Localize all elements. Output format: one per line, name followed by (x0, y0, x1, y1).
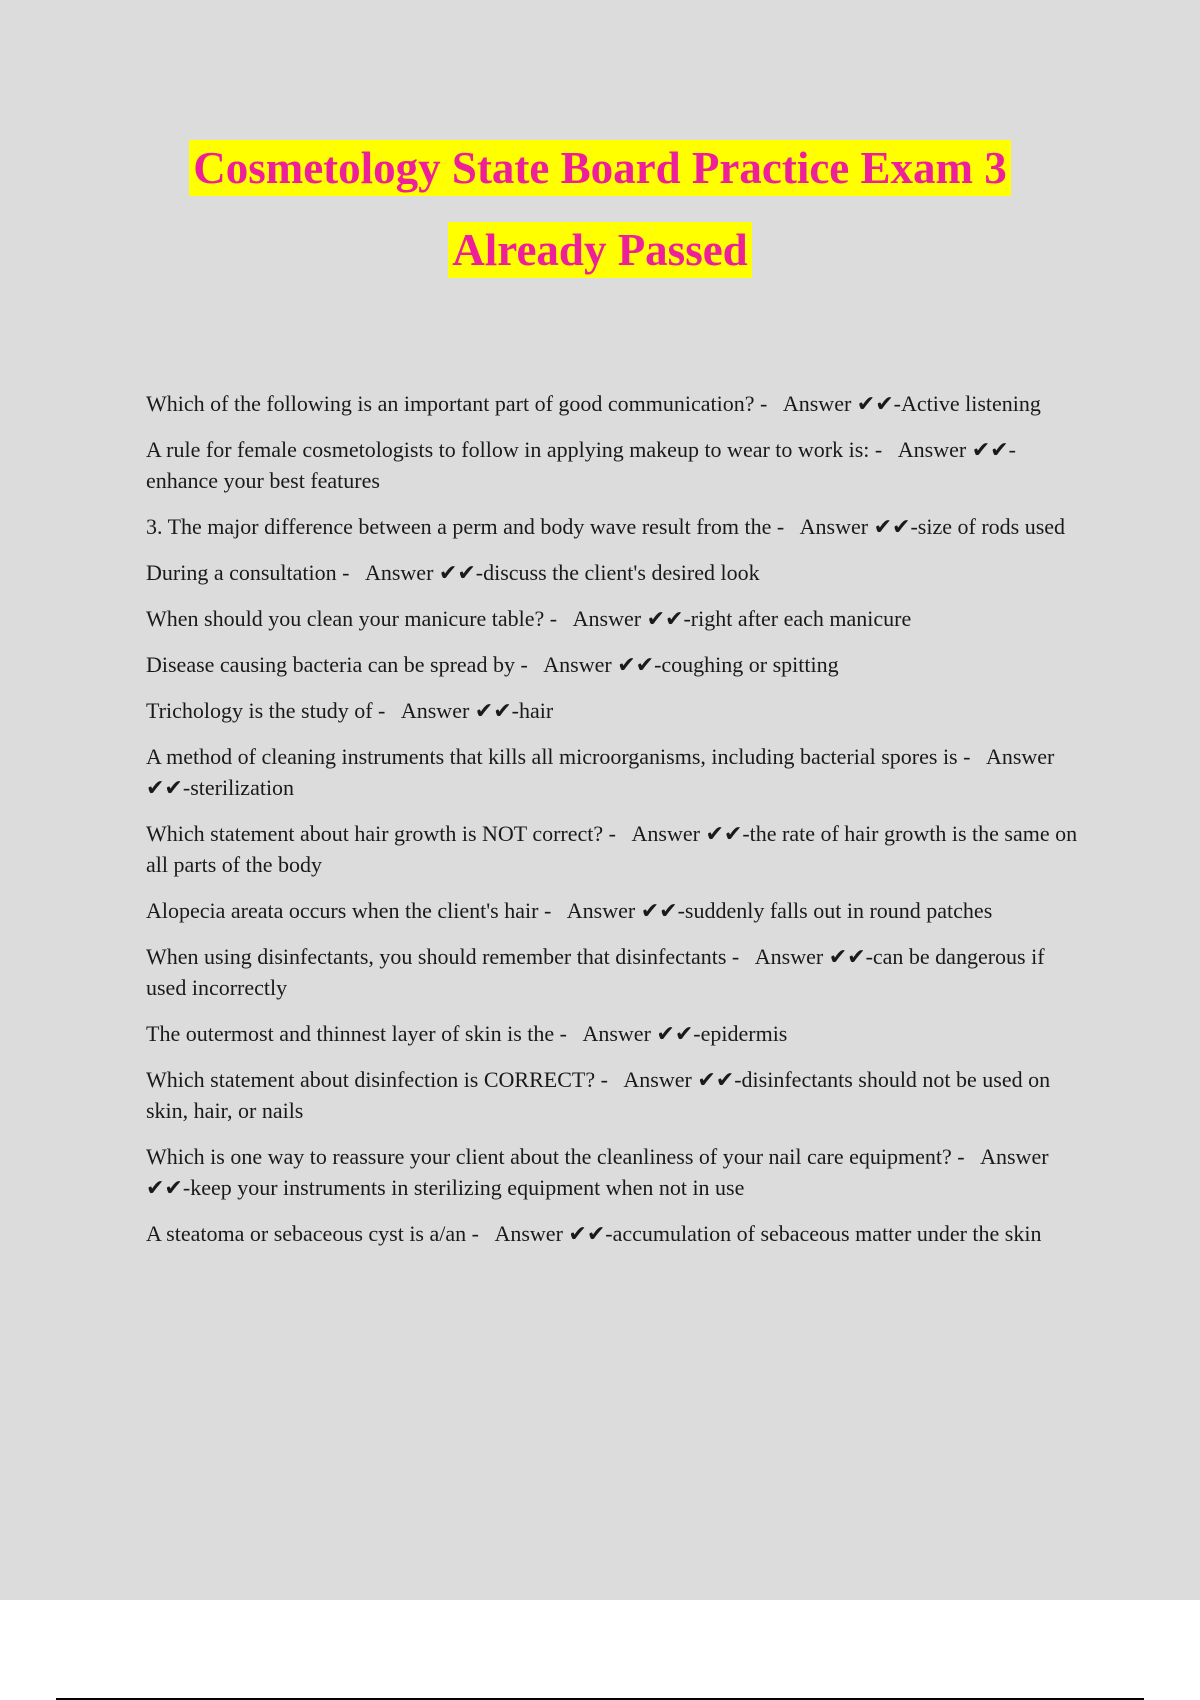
check-mark-icon: ✔✔ (640, 898, 678, 923)
answer-label: Answer (980, 1144, 1049, 1169)
qa-item (146, 941, 1084, 1003)
check-mark-icon: ✔✔ (656, 1021, 694, 1046)
qa-item (146, 557, 1084, 588)
answer-text: -sterilization (182, 775, 295, 800)
question-text: A rule for female cosmetologists to follow in applying makeup to wear to work is: - (146, 437, 883, 462)
answer-text: -the rate of hair growth is the same on all parts of the body (146, 821, 1078, 877)
check-mark-icon: ✔✔ (568, 1221, 606, 1246)
answer-label: Answer (494, 1221, 563, 1246)
qa-item (146, 511, 1084, 542)
question-text: Which statement about disinfection is CORRECT? - (146, 1067, 608, 1092)
qa-item (146, 818, 1084, 880)
qa-item (146, 895, 1084, 926)
answer-label: Answer (631, 821, 700, 846)
check-mark-icon: ✔✔ (856, 391, 894, 416)
answer-text: -accumulation of sebaceous matter under the skin (605, 1221, 1042, 1246)
qa-item (146, 1218, 1084, 1249)
qa-item (146, 1141, 1084, 1203)
question-text: Which is one way to reassure your client about the cleanliness of your nail care equipment? - (146, 1144, 965, 1169)
check-mark-icon: ✔✔ (438, 560, 476, 585)
answer-text: -disinfectants should not be used on skin, hair, or nails (146, 1067, 1051, 1123)
answer-text: -size of rods used (910, 514, 1066, 539)
answer-text: -discuss the client's desired look (475, 560, 760, 585)
answer-text: -keep your instruments in sterilizing equipment when not in use (182, 1175, 745, 1200)
qa-item (146, 603, 1084, 634)
answer-label: Answer (364, 560, 434, 585)
qa-item (146, 1018, 1084, 1049)
qa-list (146, 388, 1084, 1264)
answer-label: Answer (566, 898, 636, 923)
answer-label: Answer (799, 514, 869, 539)
question-text: During a consultation - (146, 560, 350, 585)
answer-text: -coughing or spitting (654, 652, 839, 677)
check-mark-icon: ✔✔ (146, 775, 183, 800)
answer-text: -right after each manicure (683, 606, 912, 631)
qa-item (146, 649, 1084, 680)
question-text: 3. The major difference between a perm and body wave result from the - (146, 514, 785, 539)
qa-item (146, 388, 1084, 419)
answer-label: Answer (400, 698, 470, 723)
question-text: Trichology is the study of - (146, 698, 386, 723)
answer-label: Answer (543, 652, 612, 677)
answer-label: Answer (782, 391, 852, 416)
check-mark-icon: ✔✔ (705, 821, 743, 846)
answer-text: -epidermis (693, 1021, 788, 1046)
check-mark-icon: ✔✔ (971, 437, 1009, 462)
answer-text: -can be dangerous if used incorrectly (146, 944, 1045, 1000)
question-text: When using disinfectants, you should remember that disinfectants - (146, 944, 740, 969)
question-text: Which of the following is an important part of good communication? - (146, 391, 768, 416)
check-mark-icon: ✔✔ (617, 652, 655, 677)
check-mark-icon: ✔✔ (828, 944, 866, 969)
answer-label: Answer (572, 606, 642, 631)
check-mark-icon: ✔✔ (474, 698, 512, 723)
document-title (0, 140, 1200, 278)
answer-text: -Active listening (893, 391, 1041, 416)
answer-text: -enhance your best features (146, 437, 1016, 493)
answer-text: -suddenly falls out in round patches (677, 898, 993, 923)
check-mark-icon: ✔✔ (146, 1175, 183, 1200)
question-text: Which statement about hair growth is NOT correct? - (146, 821, 616, 846)
answer-label: Answer (623, 1067, 692, 1092)
answer-label: Answer (897, 437, 967, 462)
title-line-2: Already Passed (448, 222, 751, 278)
answer-label: Answer (754, 944, 824, 969)
check-mark-icon: ✔✔ (873, 514, 911, 539)
qa-item (146, 741, 1084, 803)
question-text: Disease causing bacteria can be spread by - (146, 652, 528, 677)
question-text: A method of cleaning instruments that kills all microorganisms, including bacterial spores is - (146, 744, 971, 769)
check-mark-icon: ✔✔ (646, 606, 684, 631)
answer-text: -hair (511, 698, 554, 723)
question-text: A steatoma or sebaceous cyst is a/an - (146, 1221, 479, 1246)
question-text: When should you clean your manicure table? - (146, 606, 558, 631)
check-mark-icon: ✔✔ (697, 1067, 735, 1092)
answer-label: Answer (582, 1021, 651, 1046)
question-text: Alopecia areata occurs when the client's hair - (146, 898, 552, 923)
answer-label: Answer (985, 744, 1055, 769)
qa-item (146, 1064, 1084, 1126)
question-text: The outermost and thinnest layer of skin is the - (146, 1021, 567, 1046)
title-line-1: Cosmetology State Board Practice Exam 3 (189, 140, 1011, 196)
qa-item (146, 695, 1084, 726)
qa-item (146, 434, 1084, 496)
